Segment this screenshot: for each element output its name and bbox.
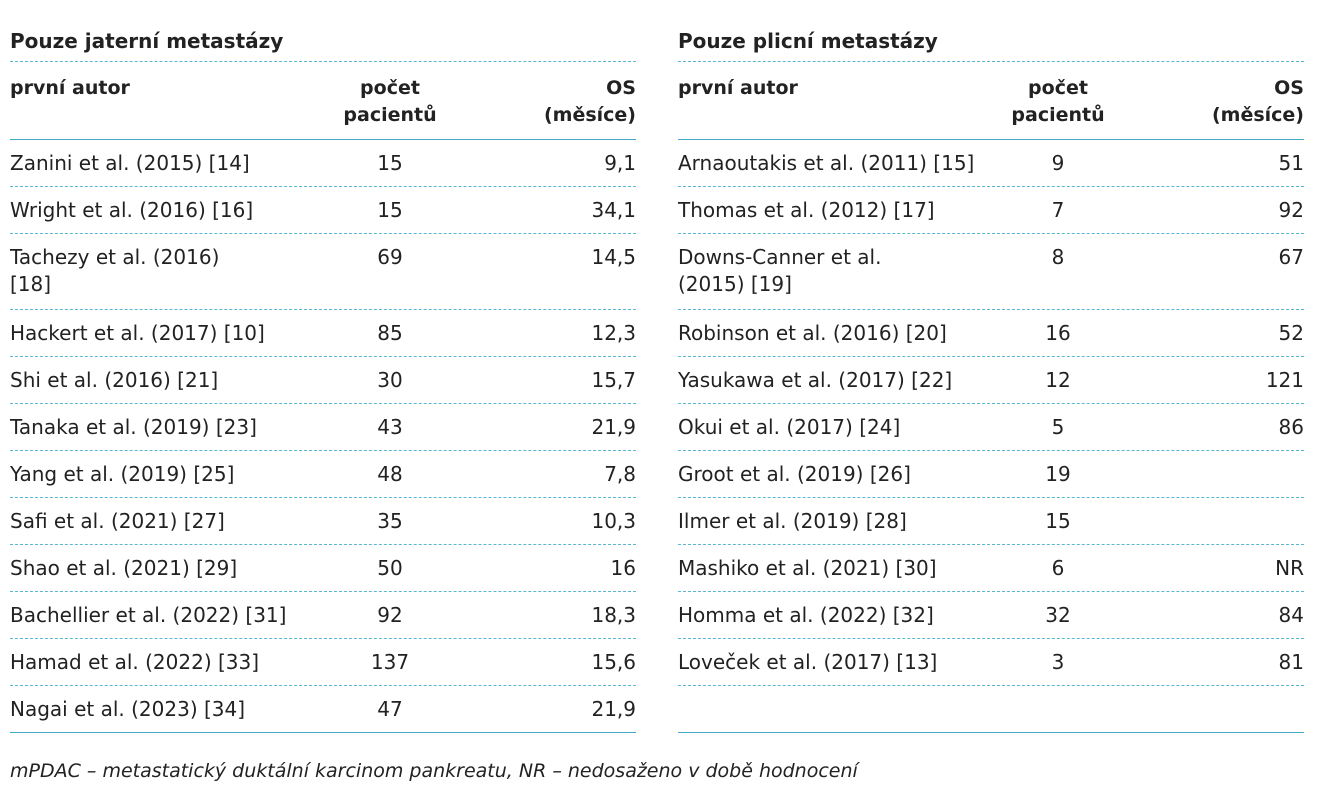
author-cell: Yang et al. (2019) [25] [10,462,235,486]
table-row [10,140,636,187]
os-cell: 52 [1278,321,1304,345]
patient-count-cell: 30 [377,368,403,392]
os-cell: 21,9 [591,697,636,721]
header-os [1128,75,1304,139]
table-row [678,686,1304,733]
author-cell: Yasukawa et al. (2017) [22] [678,368,953,392]
table-row [678,404,1304,451]
patient-count-cell: 3 [1051,650,1065,674]
author-cell: Tachezy et al. (2016) [18] [10,245,220,296]
table-row [10,357,636,404]
patient-count-cell: 7 [1051,198,1065,222]
author-cell: Thomas et al. (2012) [17] [678,198,935,222]
table-row [678,545,1304,592]
os-cell: 121 [1265,368,1304,392]
author-cell: Groot et al. (2019) [26] [678,462,911,486]
os-cell: 21,9 [591,415,636,439]
patient-count-cell: 50 [377,556,403,580]
patient-count-cell: 9 [1051,151,1065,175]
author-cell: Bachellier et al. (2022) [31] [10,603,287,627]
table-figure [10,0,1304,784]
table-row [10,639,636,686]
author-cell: Shi et al. (2016) [21] [10,368,219,392]
table-row [678,234,1304,310]
os-cell: 67 [1278,245,1304,269]
table-row [10,545,636,592]
table-row [10,451,636,498]
table-row [678,140,1304,187]
header-author: první autor [678,77,798,99]
table-footnote: mPDAC – metastatický duktální karcinom pankreatu, NR – nedosaženo v době hodnocení [10,760,858,782]
patient-count-cell: 47 [377,697,403,721]
table-row [10,592,636,639]
table-row [10,310,636,357]
table-row [678,187,1304,234]
table-row [678,357,1304,404]
header-author: první autor [10,77,130,99]
author-cell: Wright et al. (2016) [16] [10,198,254,222]
author-cell: Mashiko et al. (2021) [30] [678,556,937,580]
table-row [678,451,1304,498]
os-cell: 18,3 [591,603,636,627]
liver-section-title: Pouze jaterní metastázy [10,0,636,62]
os-cell: 81 [1278,650,1304,674]
table-row [678,592,1304,639]
author-cell: Hackert et al. (2017) [10] [10,321,265,345]
liver-header-row [10,62,636,140]
header-os-line1: OS [606,77,636,99]
liver-table-body [10,140,636,733]
os-cell: 86 [1278,415,1304,439]
header-os-line1: OS [1274,77,1304,99]
patient-count-cell: 12 [1045,368,1071,392]
liver-metastases-table [10,0,636,733]
patient-count-cell: 6 [1051,556,1065,580]
patient-count-cell: 137 [370,650,410,674]
patient-count-cell: 85 [377,321,403,345]
patient-count-cell: 15 [377,151,403,175]
author-cell: Loveček et al. (2017) [13] [678,650,938,674]
header-count-line2: pacientů [343,104,437,126]
patient-count-cell: 48 [377,462,403,486]
os-cell: 12,3 [591,321,636,345]
author-cell: Arnaoutakis et al. (2011) [15] [678,151,975,175]
os-cell: 7,8 [604,462,636,486]
author-cell: Downs-Canner et al. (2015) [19] [678,245,882,296]
table-row [10,234,636,310]
table-row [10,498,636,545]
table-row [10,404,636,451]
patient-count-cell: 5 [1051,415,1065,439]
os-cell [1128,508,1304,544]
os-cell: NR [1275,556,1304,580]
os-cell: 92 [1278,198,1304,222]
author-cell: Safi et al. (2021) [27] [10,509,225,533]
os-cell: 51 [1278,151,1304,175]
header-os-line2: (měsíce) [1211,104,1304,126]
header-count [988,75,1128,139]
header-count [320,75,460,139]
table-row [10,187,636,234]
tables-container [10,0,1304,733]
patient-count-cell: 35 [377,509,403,533]
patient-count-cell: 16 [1045,321,1071,345]
patient-count-cell: 32 [1045,603,1071,627]
author-cell: Shao et al. (2021) [29] [10,556,238,580]
os-cell: 15,6 [591,650,636,674]
os-cell: 14,5 [591,245,636,269]
author-cell: Ilmer et al. (2019) [28] [678,509,907,533]
table-row [678,310,1304,357]
author-cell: Nagai et al. (2023) [34] [10,697,246,721]
header-count-line2: pacientů [1011,104,1105,126]
author-cell: Hamad et al. (2022) [33] [10,650,260,674]
author-cell: Robinson et al. (2016) [20] [678,321,947,345]
patient-count-cell: 43 [377,415,403,439]
table-row [678,498,1304,545]
author-cell: Okui et al. (2017) [24] [678,415,901,439]
table-row [678,639,1304,686]
patient-count-cell: 92 [377,603,403,627]
header-count-line1: počet [1028,77,1088,99]
patient-count-cell: 15 [1045,509,1071,533]
os-cell: 10,3 [591,509,636,533]
os-cell: 34,1 [591,198,636,222]
os-cell [1128,461,1304,497]
os-cell: 15,7 [591,368,636,392]
lung-metastases-table [678,0,1304,733]
patient-count-cell: 15 [377,198,403,222]
author-cell: Tanaka et al. (2019) [23] [10,415,257,439]
lung-header-row [678,62,1304,140]
lung-section-title: Pouze plicní metastázy [678,0,1304,62]
patient-count-cell: 69 [377,245,403,269]
os-cell: 9,1 [604,151,636,175]
os-cell: 84 [1278,603,1304,627]
header-os [460,75,636,139]
author-cell: Zanini et al. (2015) [14] [10,151,250,175]
os-cell: 16 [610,556,636,580]
author-cell: Homma et al. (2022) [32] [678,603,934,627]
header-os-line2: (měsíce) [543,104,636,126]
lung-table-body [678,140,1304,733]
table-row [10,686,636,733]
patient-count-cell: 8 [1051,245,1065,269]
patient-count-cell: 19 [1045,462,1071,486]
header-count-line1: počet [360,77,420,99]
